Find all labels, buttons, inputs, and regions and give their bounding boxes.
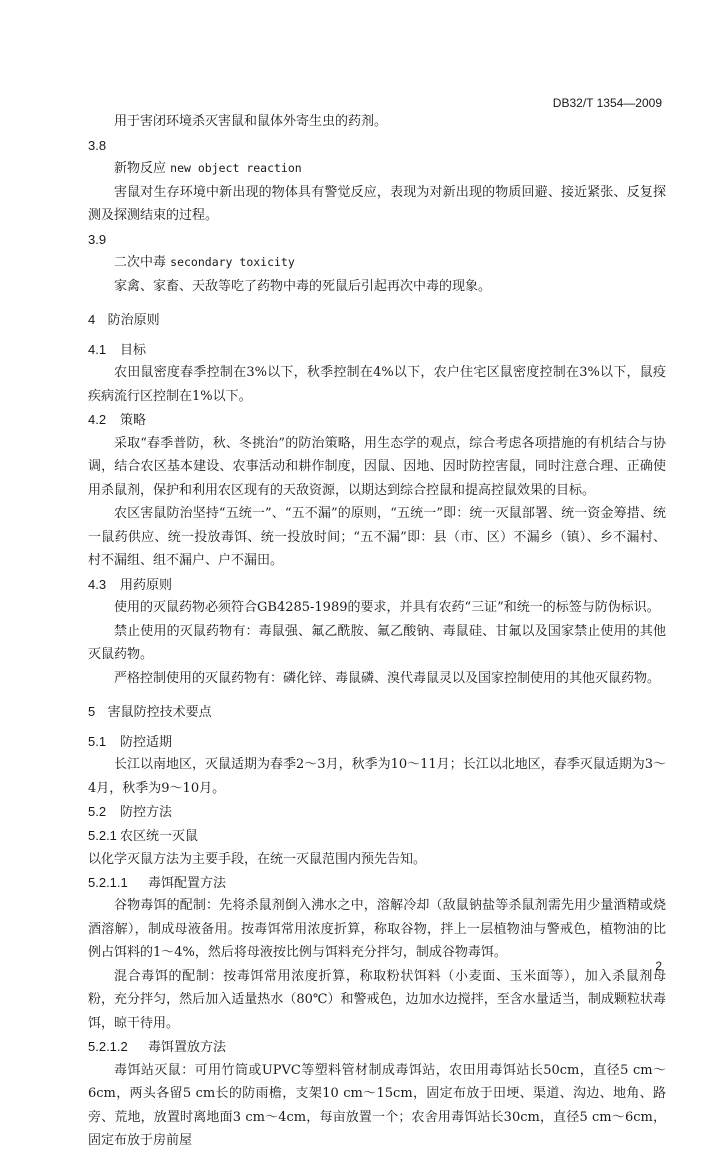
clause-heading-4-1: 4.1 目标 xyxy=(88,341,147,357)
paragraph: 农区害鼠防治坚持“五统一”、“五不漏”的原则，“五统一”即：统一灭鼠部署、统一资金筹措、统一鼠药供应、统一投放毒饵、统一投放时间；“五不漏”即：县（市、区）不漏乡（镇）、乡不漏村、村不漏组、组不漏户、户不漏田。 xyxy=(88,506,666,568)
clause-heading-5-2: 5.2 防控方法 xyxy=(88,804,173,819)
paragraph: 混合毒饵的配制：按毒饵常用浓度折算，称取粉状饵料（小麦面、玉米面等），加入杀鼠剂母粉，充分拌匀，然后加入适量热水（80℃）和警戒色，边加水边搅拌，至含水量适当，制成颗粒状毒饵，晾干待用。 xyxy=(88,968,666,1031)
section-heading-5: 5 害鼠防控技术要点 xyxy=(88,704,212,719)
term-heading xyxy=(88,251,666,275)
paragraph: 农田鼠密度春季控制在3%以下，秋季控制在4%以下，农户住宅区鼠密度控制在3%以下，鼠疫疾病流行区控制在1%以下。 xyxy=(88,365,666,404)
term-cn: 二次中毒 xyxy=(114,255,167,270)
paragraph: 谷物毒饵的配制：先将杀鼠剂倒入沸水之中，溶解冷却（敌鼠钠盐等杀鼠剂需先用少量酒精或烧酒溶解），制成母液备用。按毒饵常用浓度折算，称取谷物，拌上一层植物油与警戒色，植物油的比例占饵料的1～4%，然后将母液按比例与饵料充分拌匀，制成谷物毒饵。 xyxy=(88,898,666,960)
paragraph: 以化学灭鼠方法为主要手段，在统一灭鼠范围内预先告知。 xyxy=(88,851,427,866)
clause-heading-5-2-1-1: 5.2.1.1 毒饵配置方法 xyxy=(88,874,227,890)
clause-heading-4-2: 4.2 策略 xyxy=(88,412,147,427)
clause-number: 3.8 xyxy=(88,137,107,153)
term-en: new object reaction xyxy=(170,161,302,175)
paragraph: 严格控制使用的灭鼠药物有：磷化锌、毒鼠磷、溴代毒鼠灵以及国家控制使用的其他灭鼠药物。 xyxy=(114,670,661,686)
clause-heading-5-1: 5.1 防控适期 xyxy=(88,733,173,749)
term-definition: 害鼠对生存环境中新出现的物体具有警觉反应，表现为对新出现的物质回避、接近紧张、反复探测及探测结束的过程。 xyxy=(88,184,666,223)
clause-heading-5-2-1-2: 5.2.1.2 毒饵置放方法 xyxy=(88,1039,227,1054)
clause-heading-5-2-1: 5.2.1 农区统一灭鼠 xyxy=(88,827,199,843)
clause-heading-4-3: 4.3 用药原则 xyxy=(88,576,173,592)
paragraph: 采取“春季普防，秋、冬挑治”的防治策略，用生态学的观点，综合考虑各项措施的有机结合与协调，结合农区基本建设、农事活动和耕作制度，因鼠、因地、因时防控害鼠，同时注意合理、正确使用杀鼠剂，保护和利用农区现有的天敌资源，以期达到综合控鼠和提高控鼠效果的目标。 xyxy=(88,435,666,498)
term-cn: 新物反应 xyxy=(114,161,167,176)
paragraph: 使用的灭鼠药物必须符合GB4285-1989的要求，并具有农药“三证”和统一的标签与防伪标识。 xyxy=(114,600,660,615)
page-number: 2 xyxy=(655,958,662,973)
paragraph: 长江以南地区，灭鼠适期为春季2～3月，秋季为10～11月；长江以北地区，春季灭鼠适期为3～4月，秋季为9～10月。 xyxy=(88,757,666,796)
paragraph: 毒饵站灭鼠：可用竹筒或UPVC等塑料管材制成毒饵站，农田用毒饵站长50cm，直径5 cm～6cm，两头各留5 cm长的防雨檐，支架10 cm～15cm，固定布放于田埂、渠道、沟边、地角、路旁、荒地，放置时离地面3 cm～4cm，每亩放置一个；农舍用毒饵站长30cm，直径5 cm～6cm，固定布放于房前屋 xyxy=(88,1062,666,1148)
clause-3-7-tail: 用于害闭环境杀灭害鼠和鼠体外寄生虫的药剂。 xyxy=(114,114,388,129)
term-en: secondary toxicity xyxy=(170,255,295,269)
paragraph: 禁止使用的灭鼠药物有：毒鼠强、氟乙酰胺、氟乙酸钠、毒鼠硅、甘氟以及国家禁止使用的其他灭鼠药物。 xyxy=(88,623,666,662)
clause-3-8 xyxy=(88,134,666,228)
clause-number: 3.9 xyxy=(88,231,107,247)
term-definition: 家禽、家畜、天敌等吃了药物中毒的死鼠后引起再次中毒的现象。 xyxy=(114,278,492,294)
document-body xyxy=(88,110,666,1153)
term-heading xyxy=(88,157,666,181)
standard-number: DB32/T 1354—2009 xyxy=(552,96,662,110)
clause-3-9 xyxy=(88,228,666,299)
section-heading-4: 4 防治原则 xyxy=(88,312,160,327)
